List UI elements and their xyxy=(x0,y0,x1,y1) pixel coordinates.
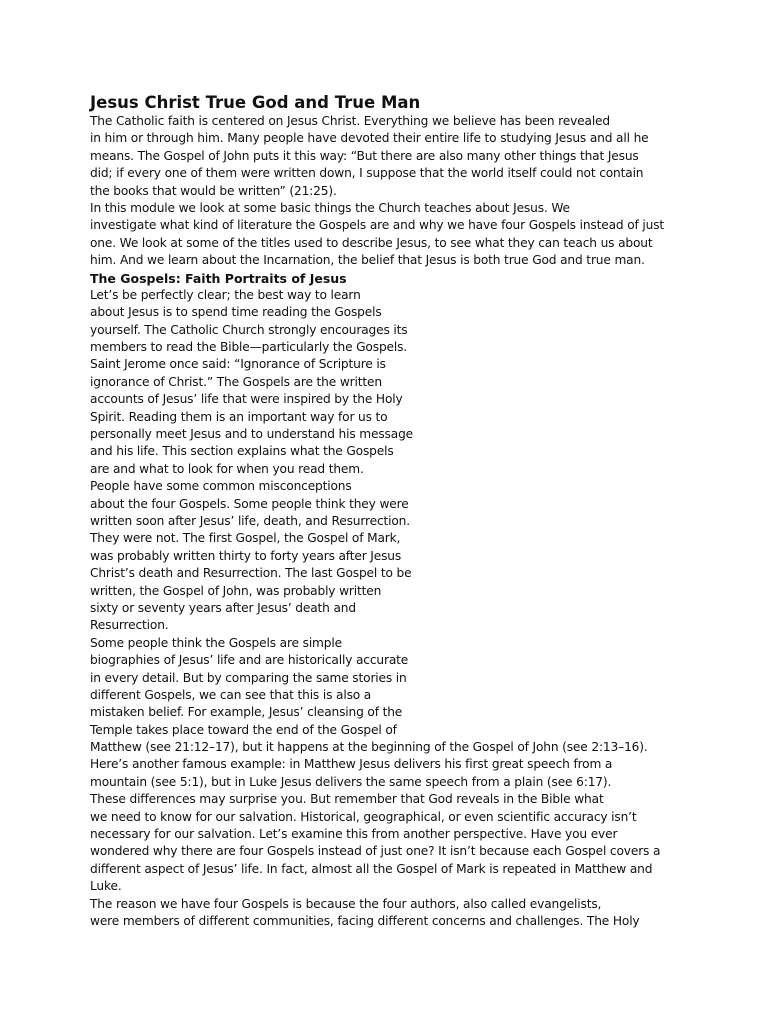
text-line: The Catholic faith is centered on Jesus Christ. Everything we believe has been revealed xyxy=(90,114,610,128)
text-line: accounts of Jesus’ life that were inspired by the Holy xyxy=(90,392,403,407)
text-line: about the four Gospels. Some people think they were xyxy=(90,496,409,511)
text-line: in every detail. But by comparing the same stories in xyxy=(90,670,407,685)
text-line: They were not. The first Gospel, the Gospel of Mark, xyxy=(90,531,401,546)
text-line: different aspect of Jesus’ life. In fact, almost all the Gospel of Mark is repeated in Matthew and xyxy=(90,861,653,876)
text-line: Christ’s death and Resurrection. The last Gospel to be xyxy=(90,566,412,581)
text-line: personally meet Jesus and to understand his message xyxy=(90,427,414,442)
text-line: necessary for our salvation. Let’s examine this from another perspective. Have you ever xyxy=(90,827,618,842)
text-line: Temple takes place toward the end of the Gospel of xyxy=(90,722,397,737)
document-body xyxy=(90,93,690,930)
text-line: Matthew (see 21:12–17), but it happens at the beginning of the Gospel of John (see 2:13–16). xyxy=(90,740,648,755)
text-line: The reason we have four Gospels is because the four authors, also called evangelists, xyxy=(90,896,602,911)
text-line: biographies of Jesus’ life and are historically accurate xyxy=(90,653,409,668)
text-line: was probably written thirty to forty years after Jesus xyxy=(90,548,402,563)
text-line: mistaken belief. For example, Jesus’ cleansing of the xyxy=(90,705,403,720)
text-line: different Gospels, we can see that this is also a xyxy=(90,687,372,702)
section-paragraphs xyxy=(90,287,690,930)
text-line: means. The Gospel of John puts it this way: “But there are also many other things that Jesus xyxy=(90,148,639,163)
text-line: and his life. This section explains what the Gospels xyxy=(90,444,394,459)
text-line: Some people think the Gospels are simple xyxy=(90,635,342,650)
text-line: Here’s another famous example: in Matthew Jesus delivers his first great speech from a xyxy=(90,757,613,772)
intro-paragraphs xyxy=(90,113,690,270)
text-line: mountain (see 5:1), but in Luke Jesus delivers the same speech from a plain (see 6:17). xyxy=(90,774,612,789)
text-line: Saint Jerome once said: “Ignorance of Scripture is xyxy=(90,357,386,372)
text-line: wondered why there are four Gospels instead of just one? It isn’t because each Gospel covers a xyxy=(90,844,661,859)
text-line: Luke. xyxy=(90,879,122,894)
text-line: investigate what kind of literature the Gospels are and why we have four Gospels instead of just xyxy=(90,218,665,233)
text-line: sixty or seventy years after Jesus’ death and xyxy=(90,600,356,615)
text-line: In this module we look at some basic things the Church teaches about Jesus. We xyxy=(90,200,570,215)
text-line: written soon after Jesus’ life, death, and Resurrection. xyxy=(90,513,410,528)
text-line: the books that would be written” (21:25). xyxy=(90,183,337,198)
text-line: yourself. The Catholic Church strongly encourages its xyxy=(90,322,408,337)
text-line: him. And we learn about the Incarnation, the belief that Jesus is both true God and true man. xyxy=(90,253,645,268)
text-line: These differences may surprise you. But remember that God reveals in the Bible what xyxy=(90,792,604,807)
text-line: one. We look at some of the titles used to describe Jesus, to see what they can teach us about xyxy=(90,235,653,250)
text-line: were members of different communities, facing different concerns and challenges. The Holy xyxy=(90,913,640,928)
text-line: about Jesus is to spend time reading the Gospels xyxy=(90,305,382,320)
text-line: Resurrection. xyxy=(90,618,169,633)
document-title: Jesus Christ True God and True Man xyxy=(90,93,421,112)
text-line: ignorance of Christ.” The Gospels are the written xyxy=(90,374,382,389)
text-line: we need to know for our salvation. Historical, geographical, or even scientific accuracy isn’t xyxy=(90,809,637,824)
section-heading: The Gospels: Faith Portraits of Jesus xyxy=(90,270,347,286)
text-line: People have some common misconceptions xyxy=(90,479,352,494)
text-line: in him or through him. Many people have devoted their entire life to studying Jesus and all he xyxy=(90,131,649,146)
text-line: members to read the Bible—particularly the Gospels. xyxy=(90,340,408,355)
text-line: did; if every one of them were written down, I suppose that the world itself could not contain xyxy=(90,166,644,181)
text-line: written, the Gospel of John, was probably written xyxy=(90,583,382,598)
text-line: are and what to look for when you read them. xyxy=(90,461,364,476)
text-line: Spirit. Reading them is an important way for us to xyxy=(90,409,388,424)
text-line: Let’s be perfectly clear; the best way to learn xyxy=(90,287,361,302)
